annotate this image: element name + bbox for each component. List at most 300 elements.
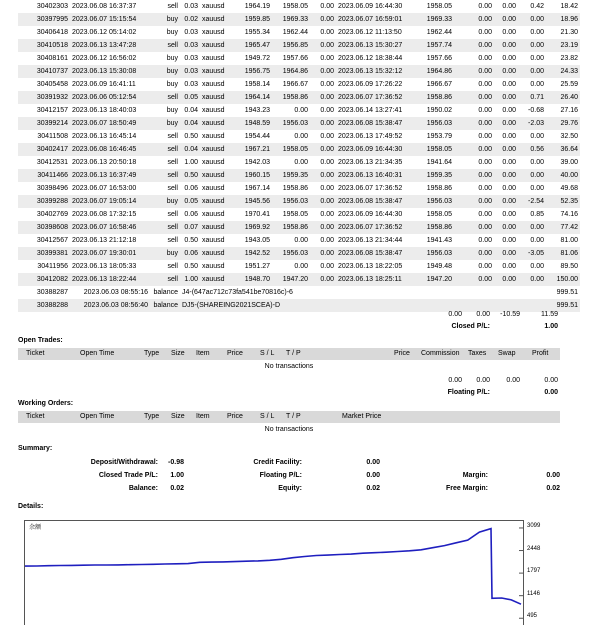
table-row (18, 169, 580, 182)
table-row (18, 130, 580, 143)
table-cell: 0.00 (494, 234, 518, 247)
table-cell: 2023.06.13 21:34:44 (336, 234, 416, 247)
table-cell: 0.00 (454, 52, 494, 65)
col-size: Size (171, 413, 185, 420)
table-cell: 2023.06.12 11:13:50 (336, 26, 416, 39)
details-title: Details: (18, 503, 44, 510)
table-cell: 0.06 (180, 208, 200, 221)
credit-value: 0.00 (366, 459, 380, 466)
balance-amount: 999.51 (546, 286, 580, 299)
table-cell: 30410518 (18, 39, 70, 52)
table-cell: 2023.06.07 16:58:46 (70, 221, 150, 234)
table-cell: 1960.15 (234, 169, 272, 182)
table-cell: 0.00 (454, 143, 494, 156)
table-cell: 0.00 (494, 273, 518, 286)
table-cell: buy (150, 65, 180, 78)
col-tp: T / P (286, 413, 301, 420)
table-cell: 1941.64 (416, 156, 454, 169)
table-cell: 0.00 (518, 130, 546, 143)
table-cell: 0.03 (180, 52, 200, 65)
table-cell: 0.71 (518, 91, 546, 104)
table-cell: xauusd (200, 169, 234, 182)
table-cell: 74.16 (546, 208, 580, 221)
table-cell: 1966.67 (272, 78, 310, 91)
table-cell: 2023.06.13 18:40:03 (70, 104, 150, 117)
table-cell: 49.68 (546, 182, 580, 195)
table-cell: 1959.35 (416, 169, 454, 182)
col-commission: Commission (421, 350, 460, 357)
table-cell: 1962.44 (272, 26, 310, 39)
table-cell: 1958.05 (416, 143, 454, 156)
col-type: Type (144, 413, 160, 420)
table-cell: 1958.86 (416, 91, 454, 104)
table-cell: 1958.86 (272, 182, 310, 195)
table-cell: buy (150, 26, 180, 39)
closed-pl-label: Closed P/L: (451, 323, 490, 330)
open-trades-empty: No transactions (264, 363, 314, 370)
table-cell: 0.00 (310, 0, 336, 13)
table-cell: 30406418 (18, 26, 70, 39)
table-cell: 1942.52 (234, 247, 272, 260)
table-row (18, 221, 580, 234)
table-cell: 0.00 (454, 260, 494, 273)
table-cell: 1947.20 (416, 273, 454, 286)
closed-commission-total: 0.00 (448, 311, 462, 318)
table-cell: 0.00 (310, 65, 336, 78)
table-cell: 0.00 (310, 273, 336, 286)
table-cell: 39.00 (546, 156, 580, 169)
col-price: Price (227, 413, 243, 420)
table-cell: xauusd (200, 117, 234, 130)
table-cell: 0.00 (494, 130, 518, 143)
table-cell: 30399288 (18, 195, 70, 208)
table-cell: 1970.41 (234, 208, 272, 221)
table-cell: 2023.06.06 05:12:54 (70, 91, 150, 104)
table-cell: 0.00 (494, 91, 518, 104)
table-cell: 30411466 (18, 169, 70, 182)
table-cell: 0.00 (310, 104, 336, 117)
table-cell: 1958.05 (272, 208, 310, 221)
table-cell: 30402417 (18, 143, 70, 156)
table-cell: xauusd (200, 273, 234, 286)
table-cell: 0.00 (454, 169, 494, 182)
col-size: Size (171, 350, 185, 357)
table-cell: 0.00 (310, 39, 336, 52)
deposit-label: Deposit/Withdrawal: (90, 459, 158, 466)
table-cell: 2023.06.07 18:50:49 (70, 117, 150, 130)
table-cell: 0.00 (454, 273, 494, 286)
table-cell: 0.00 (518, 260, 546, 273)
table-cell: xauusd (200, 130, 234, 143)
table-cell: 150.00 (546, 273, 580, 286)
table-row (18, 143, 580, 156)
table-cell: 0.00 (494, 221, 518, 234)
open-profit-total: 0.00 (544, 377, 558, 384)
table-cell: 2023.06.07 16:53:00 (70, 182, 150, 195)
table-cell: -2.03 (518, 117, 546, 130)
table-cell: 0.56 (518, 143, 546, 156)
table-cell: 1957.66 (416, 52, 454, 65)
table-cell: 2023.06.13 15:32:12 (336, 65, 416, 78)
col-tp: T / P (286, 350, 301, 357)
table-cell: 2023.06.13 21:34:35 (336, 156, 416, 169)
table-cell: 0.00 (494, 52, 518, 65)
table-cell: 0.00 (454, 117, 494, 130)
table-cell: 2023.06.07 15:15:54 (70, 13, 150, 26)
table-cell: 2023.06.09 16:44:30 (336, 208, 416, 221)
table-cell: 30412531 (18, 156, 70, 169)
table-cell: 2023.06.13 16:45:14 (70, 130, 150, 143)
table-cell: 1942.03 (234, 156, 272, 169)
table-row (18, 0, 580, 13)
table-row (18, 117, 580, 130)
table-cell: 0.05 (180, 195, 200, 208)
table-cell: 0.00 (454, 104, 494, 117)
table-cell: 1962.44 (416, 26, 454, 39)
table-cell: 1958.86 (272, 91, 310, 104)
table-cell: 52.35 (546, 195, 580, 208)
table-cell: 1969.33 (416, 13, 454, 26)
table-cell: 0.00 (310, 221, 336, 234)
table-cell: 0.42 (518, 0, 546, 13)
table-cell: 0.00 (272, 156, 310, 169)
table-cell: 2023.06.07 17:36:52 (336, 91, 416, 104)
table-cell: 0.00 (518, 13, 546, 26)
table-cell: 0.00 (494, 78, 518, 91)
table-cell: 0.00 (272, 104, 310, 117)
table-cell: 0.00 (454, 234, 494, 247)
col-market-price: Market Price (342, 413, 382, 420)
table-cell: 1.00 (180, 156, 200, 169)
table-cell: 0.00 (518, 273, 546, 286)
table-cell: 0.00 (494, 0, 518, 13)
table-cell: 2023.06.09 16:41:11 (70, 78, 150, 91)
table-cell: 2023.06.07 17:36:52 (336, 182, 416, 195)
table-cell: 0.00 (494, 169, 518, 182)
table-cell: 2023.06.08 15:38:47 (336, 117, 416, 130)
table-cell: 0.00 (310, 143, 336, 156)
table-cell: 2023.06.07 17:36:52 (336, 221, 416, 234)
deposit-value: -0.98 (168, 459, 184, 466)
table-cell: 30408161 (18, 52, 70, 65)
table-cell: 24.33 (546, 65, 580, 78)
table-cell: 1950.02 (416, 104, 454, 117)
table-cell: 0.00 (272, 260, 310, 273)
col-sl: S / L (260, 350, 275, 357)
table-cell: sell (150, 143, 180, 156)
table-cell: 0.00 (272, 130, 310, 143)
balance-ticket: 30388288 (18, 299, 70, 312)
table-cell: 2023.06.08 17:32:15 (70, 208, 150, 221)
table-cell: 0.00 (310, 91, 336, 104)
table-cell: 1956.03 (272, 117, 310, 130)
table-cell: 2023.06.09 17:26:22 (336, 78, 416, 91)
table-cell: 1964.19 (234, 0, 272, 13)
table-cell: 2023.06.08 16:46:45 (70, 143, 150, 156)
table-cell: 0.00 (494, 208, 518, 221)
table-cell: sell (150, 182, 180, 195)
col-ticket: Ticket (26, 350, 45, 357)
table-row (18, 91, 580, 104)
balance-ticket: 30388287 (18, 286, 70, 299)
table-cell: 0.00 (494, 195, 518, 208)
table-cell: 1967.14 (234, 182, 272, 195)
y-tick-label: 3099 (527, 522, 541, 529)
table-cell: xauusd (200, 13, 234, 26)
table-cell: 2023.06.13 18:25:11 (336, 273, 416, 286)
table-cell: sell (150, 156, 180, 169)
table-cell: 21.30 (546, 26, 580, 39)
col-close-price: Price (394, 350, 410, 357)
table-row (18, 65, 580, 78)
table-cell: 2023.06.09 16:44:30 (336, 0, 416, 13)
table-cell: 1965.47 (234, 39, 272, 52)
table-cell: sell (150, 130, 180, 143)
table-cell: sell (150, 169, 180, 182)
table-cell: 2023.06.13 15:30:27 (336, 39, 416, 52)
table-cell: 0.00 (454, 39, 494, 52)
closed-trade-pl-value: 1.00 (170, 472, 184, 479)
table-cell: 0.06 (180, 247, 200, 260)
table-cell: 0.00 (518, 156, 546, 169)
table-cell: 40.00 (546, 169, 580, 182)
table-cell: 0.00 (454, 26, 494, 39)
table-cell: 1.00 (180, 273, 200, 286)
table-cell: 0.00 (454, 208, 494, 221)
table-cell: 27.16 (546, 104, 580, 117)
table-cell: buy (150, 104, 180, 117)
table-cell: 0.00 (310, 117, 336, 130)
table-cell: 2023.06.13 17:49:52 (336, 130, 416, 143)
table-row (18, 156, 580, 169)
open-taxes-total: 0.00 (476, 377, 490, 384)
col-price: Price (227, 350, 243, 357)
table-row (18, 52, 580, 65)
table-cell: 30397995 (18, 13, 70, 26)
table-cell: 1956.03 (416, 247, 454, 260)
table-cell: 2023.06.13 16:37:49 (70, 169, 150, 182)
table-cell: 0.00 (518, 169, 546, 182)
table-cell: 30412567 (18, 234, 70, 247)
table-cell: 1956.03 (272, 195, 310, 208)
table-cell: 0.04 (180, 117, 200, 130)
table-cell: 2023.06.14 13:27:41 (336, 104, 416, 117)
table-cell: 30410737 (18, 65, 70, 78)
table-cell: 0.05 (180, 91, 200, 104)
table-cell: 2023.06.07 19:05:14 (70, 195, 150, 208)
table-cell: xauusd (200, 247, 234, 260)
table-cell: 32.50 (546, 130, 580, 143)
table-cell: 0.00 (454, 130, 494, 143)
table-cell: 0.00 (518, 221, 546, 234)
table-cell: 1956.85 (272, 39, 310, 52)
table-cell: xauusd (200, 182, 234, 195)
table-cell: 1969.92 (234, 221, 272, 234)
table-cell: 0.03 (180, 65, 200, 78)
table-cell: 1969.33 (272, 13, 310, 26)
open-swap-total: 0.00 (506, 377, 520, 384)
table-cell: sell (150, 234, 180, 247)
col-item: Item (196, 413, 210, 420)
table-cell: 0.00 (310, 182, 336, 195)
table-cell: 0.00 (310, 247, 336, 260)
equity-label: Equity: (278, 485, 302, 492)
floating-pl-label: Floating P/L: (447, 389, 490, 396)
table-cell: 0.03 (180, 26, 200, 39)
table-cell: buy (150, 117, 180, 130)
table-cell: 81.06 (546, 247, 580, 260)
floating-pl-value: 0.00 (544, 389, 558, 396)
table-cell: 1958.86 (272, 221, 310, 234)
table-cell: 0.00 (310, 195, 336, 208)
table-cell: 0.00 (494, 13, 518, 26)
table-cell: 0.00 (310, 169, 336, 182)
table-cell: 1941.43 (416, 234, 454, 247)
table-cell: 2023.06.08 16:37:37 (70, 0, 150, 13)
table-cell: xauusd (200, 52, 234, 65)
table-row (18, 26, 580, 39)
table-cell: 1947.20 (272, 273, 310, 286)
table-cell: 77.42 (546, 221, 580, 234)
balance-value: 0.02 (170, 485, 184, 492)
table-cell: 0.04 (180, 143, 200, 156)
table-row (18, 273, 580, 286)
table-cell: 0.00 (272, 234, 310, 247)
table-cell: 0.00 (494, 260, 518, 273)
table-cell: 1957.66 (272, 52, 310, 65)
table-cell: 2023.06.13 16:40:31 (336, 169, 416, 182)
balance-label: Balance: (128, 485, 158, 492)
table-cell: 1953.79 (416, 130, 454, 143)
table-cell: -0.68 (518, 104, 546, 117)
balance-type: balance (150, 299, 180, 312)
col-swap: Swap (498, 350, 516, 357)
table-cell: xauusd (200, 91, 234, 104)
table-cell: 0.00 (494, 104, 518, 117)
table-cell: 1956.03 (272, 247, 310, 260)
table-cell: 2023.06.07 19:30:01 (70, 247, 150, 260)
y-tick-label: 2448 (527, 545, 541, 552)
working-orders-empty: No transactions (264, 426, 314, 433)
table-row (18, 182, 580, 195)
table-cell: 1958.05 (416, 208, 454, 221)
table-cell: 25.59 (546, 78, 580, 91)
table-cell: 30391932 (18, 91, 70, 104)
col-open-time: Open Time (80, 350, 115, 357)
balance-series-line (25, 529, 521, 605)
table-cell: 1954.44 (234, 130, 272, 143)
table-cell: 0.03 (180, 78, 200, 91)
table-cell: xauusd (200, 26, 234, 39)
table-cell: 1956.75 (234, 65, 272, 78)
table-cell: 1958.05 (272, 143, 310, 156)
table-cell: sell (150, 273, 180, 286)
balance-time: 2023.06.03 08:56:40 (70, 299, 150, 312)
table-cell: buy (150, 78, 180, 91)
table-cell: 0.00 (494, 26, 518, 39)
table-cell: -2.54 (518, 195, 546, 208)
table-cell: 81.00 (546, 234, 580, 247)
table-cell: 1949.48 (416, 260, 454, 273)
table-cell: xauusd (200, 208, 234, 221)
table-cell: 1959.35 (272, 169, 310, 182)
y-tick-label: 1797 (527, 568, 541, 575)
table-cell: 2023.06.13 15:30:08 (70, 65, 150, 78)
table-cell: 0.06 (180, 182, 200, 195)
table-cell: 1957.74 (416, 39, 454, 52)
table-cell: 0.00 (454, 247, 494, 260)
table-cell: 1956.03 (416, 195, 454, 208)
table-cell: xauusd (200, 0, 234, 13)
table-cell: 36.64 (546, 143, 580, 156)
table-cell: 0.50 (180, 260, 200, 273)
table-cell: buy (150, 195, 180, 208)
table-cell: sell (150, 208, 180, 221)
table-cell: 30411956 (18, 260, 70, 273)
table-row (18, 104, 580, 117)
closed-swap-total: -10.59 (500, 311, 520, 318)
table-cell: 2023.06.13 18:22:05 (336, 260, 416, 273)
col-profit: Profit (532, 350, 549, 357)
balance-time: 2023.06.03 08:55:16 (70, 286, 150, 299)
table-cell: sell (150, 39, 180, 52)
free-margin-label: Free Margin: (445, 485, 488, 492)
table-cell: 0.50 (180, 169, 200, 182)
table-cell: 0.00 (310, 234, 336, 247)
table-cell: 30402769 (18, 208, 70, 221)
table-cell: 0.00 (454, 195, 494, 208)
table-cell: 1945.56 (234, 195, 272, 208)
margin-label: Margin: (462, 472, 488, 479)
table-cell: 30412082 (18, 273, 70, 286)
table-cell: 0.00 (494, 182, 518, 195)
table-cell: 0.50 (180, 130, 200, 143)
table-cell: buy (150, 52, 180, 65)
table-cell: 30412157 (18, 104, 70, 117)
table-cell: 1964.86 (416, 65, 454, 78)
closed-taxes-total: 0.00 (476, 311, 490, 318)
table-cell: xauusd (200, 234, 234, 247)
balance-type: balance (150, 286, 180, 299)
table-cell: 0.04 (180, 104, 200, 117)
table-row (18, 260, 580, 273)
table-cell: 0.00 (494, 117, 518, 130)
table-cell: 26.40 (546, 91, 580, 104)
table-cell: 2023.06.13 13:47:28 (70, 39, 150, 52)
table-cell: 1964.86 (272, 65, 310, 78)
equity-value: 0.02 (366, 485, 380, 492)
closed-trades-table (18, 0, 580, 312)
table-row (18, 247, 580, 260)
table-cell: xauusd (200, 221, 234, 234)
table-cell: 30399214 (18, 117, 70, 130)
table-cell: 0.00 (518, 26, 546, 39)
table-cell: 1958.86 (416, 221, 454, 234)
balance-comment: DJ5-(SHAREING2021SCEA)-D (180, 299, 546, 312)
summary-title: Summary: (18, 445, 53, 452)
col-type: Type (144, 350, 160, 357)
table-cell: 2023.06.09 16:44:30 (336, 143, 416, 156)
table-cell: 2023.06.08 15:38:47 (336, 195, 416, 208)
col-ticket: Ticket (26, 413, 45, 420)
open-trades-header (18, 348, 560, 360)
table-cell: 1956.03 (416, 117, 454, 130)
balance-amount: 999.51 (546, 299, 580, 312)
table-cell: 30405458 (18, 78, 70, 91)
table-cell: 1958.05 (416, 0, 454, 13)
balance-chart-svg (25, 521, 523, 625)
table-row (18, 13, 580, 26)
